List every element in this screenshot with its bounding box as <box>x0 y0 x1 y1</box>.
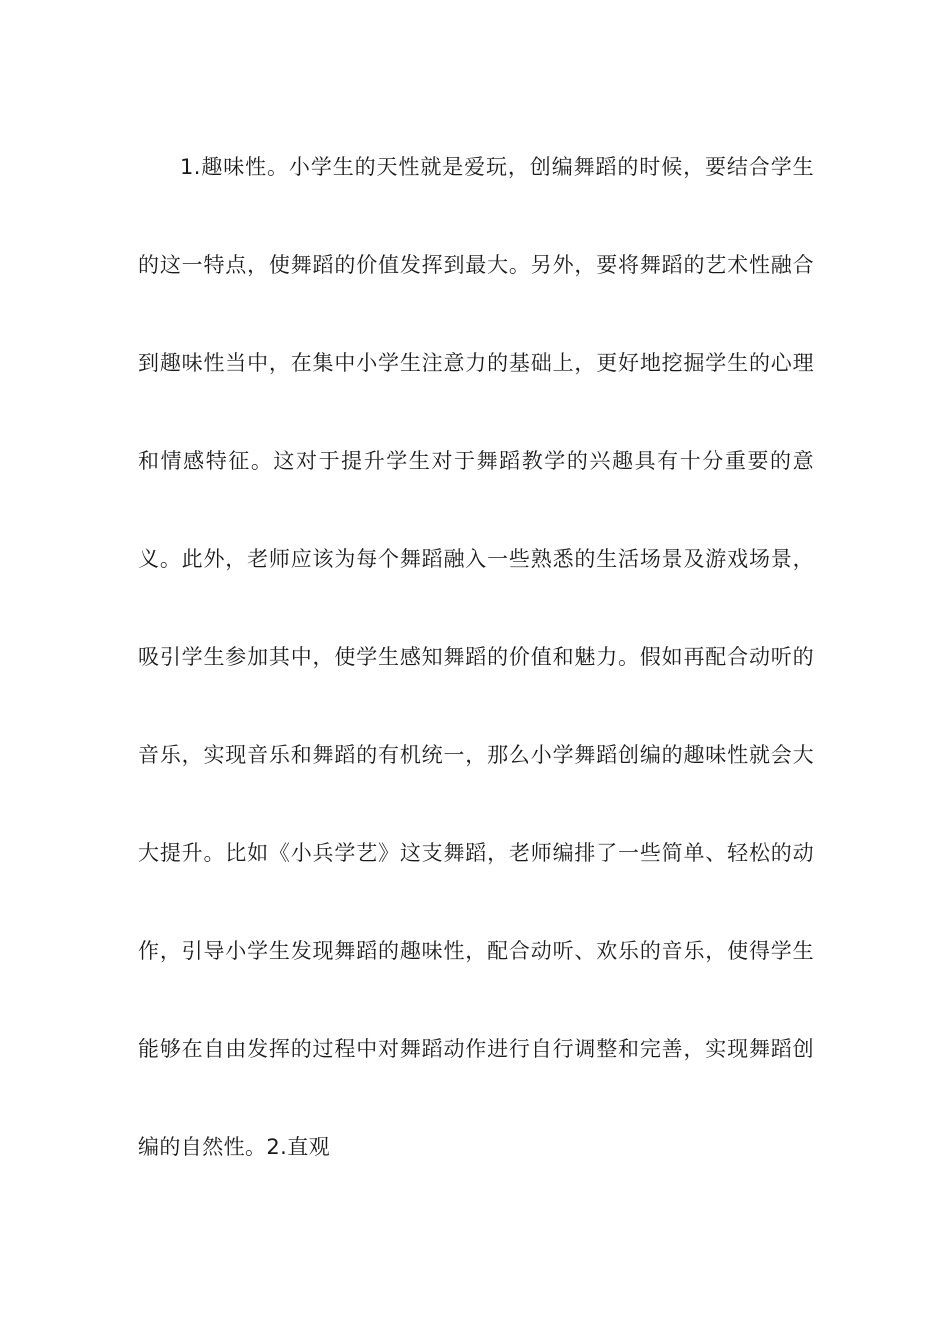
paragraph-text: 1.趣味性。小学生的天性就是爱玩，创编舞蹈的时候，要结合学生的这一特点，使舞蹈的价值发挥到最大。另外，要将舞蹈的艺术性融合到趣味性当中，在集中小学生注意力的基础上，更好地挖掘学生的心理和情感特征。这对于提升学生对于舞蹈教学的兴趣具有十分重要的意义。此外，老师应该为每个舞蹈融入一些熟悉的生活场景及游戏场景，吸引学生参加其中，使学生感知舞蹈的价值和魅力。假如再配合动听的音乐，实现音乐和舞蹈的有机统一，那么小学舞蹈创编的趣味性就会大大提升。比如《小兵学艺》这支舞蹈，老师编排了一些简单、轻松的动作，引导小学生发现舞蹈的趣味性，配合动听、欢乐的音乐，使得学生能够在自由发挥的过程中对舞蹈动作进行自行调整和完善，实现舞蹈创编的自然性。2.直观 <box>138 155 814 1159</box>
document-body <box>138 118 814 1196</box>
